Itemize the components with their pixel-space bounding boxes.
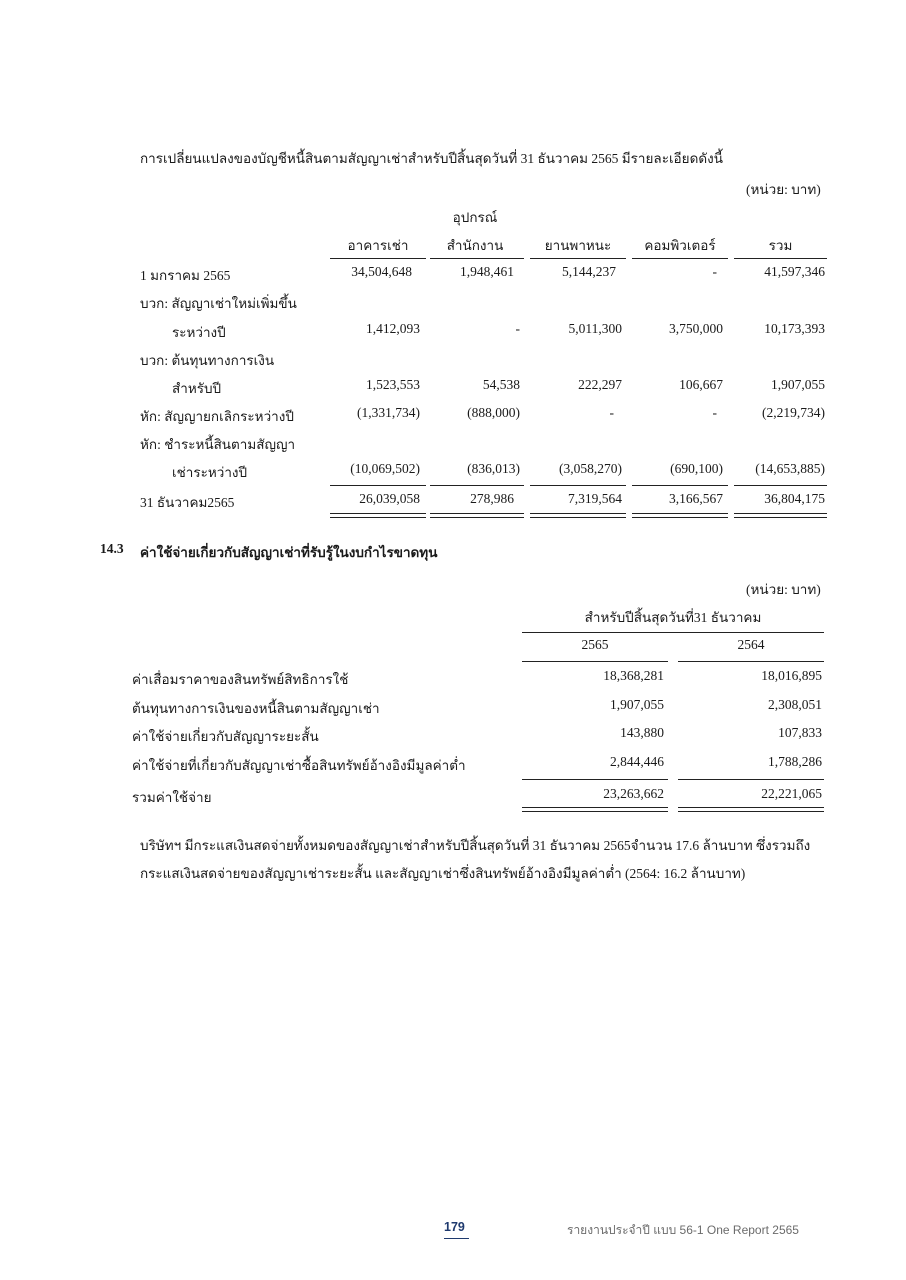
cell: 41,597,346 bbox=[764, 264, 825, 279]
total-rule bbox=[678, 779, 824, 780]
header-rule bbox=[734, 258, 827, 259]
header-rule bbox=[522, 661, 668, 662]
double-underline bbox=[330, 513, 426, 518]
total-rule bbox=[430, 485, 524, 486]
row-label: บวก: ต้นทุนทางการเงิน bbox=[140, 353, 275, 368]
cell: 1,523,553 bbox=[366, 377, 420, 392]
row-label: ระหว่างปี bbox=[172, 325, 226, 340]
double-underline bbox=[632, 513, 728, 518]
unit-label: (หน่วย: บาท) bbox=[746, 582, 821, 597]
cell: 54,538 bbox=[482, 377, 520, 392]
cell: 3,166,567 bbox=[669, 491, 723, 506]
section-title: ค่าใช้จ่ายเกี่ยวกับสัญญาเช่าที่รับรู้ในงบกำไรขาดทุน bbox=[140, 545, 438, 560]
row-label: บวก: สัญญาเช่าใหม่เพิ่มขึ้น bbox=[140, 296, 297, 311]
total-rule bbox=[530, 485, 626, 486]
cell: (1,331,734) bbox=[357, 405, 420, 420]
year-header: 2564 bbox=[737, 637, 765, 652]
cell: (10,069,502) bbox=[350, 461, 420, 476]
header-rule bbox=[530, 258, 626, 259]
row-label: ค่าเสื่อมราคาของสินทรัพย์สิทธิการใช้ bbox=[132, 672, 349, 687]
cell: (3,058,270) bbox=[559, 461, 622, 476]
cell: 143,880 bbox=[620, 725, 664, 740]
cell: 7,319,564 bbox=[568, 491, 622, 506]
cell: 278,986 bbox=[470, 491, 514, 506]
header-rule bbox=[678, 661, 824, 662]
cell: 1,948,461 bbox=[460, 264, 514, 279]
column-header: รวม bbox=[768, 238, 793, 253]
double-underline bbox=[522, 807, 668, 812]
cell: 3,750,000 bbox=[669, 321, 723, 336]
note-line: บริษัทฯ มีกระแสเงินสดจ่ายทั้งหมดของสัญญาเช่าสำหรับปีสิ้นสุดวันที่ 31 ธันวาคม 2565จำนวน 17.6 ล้านบาท ซึ่งรวมถึง bbox=[140, 838, 811, 853]
row-label: รวมค่าใช้จ่าย bbox=[132, 790, 212, 805]
total-rule bbox=[522, 779, 668, 780]
column-header: อาคารเช่า bbox=[347, 238, 409, 253]
cell: 107,833 bbox=[778, 725, 822, 740]
header-rule bbox=[632, 258, 728, 259]
double-underline bbox=[678, 807, 824, 812]
column-header: คอมพิวเตอร์ bbox=[644, 238, 716, 253]
cell: 2,844,446 bbox=[610, 754, 664, 769]
header-rule bbox=[430, 258, 524, 259]
cell: 5,011,300 bbox=[568, 321, 622, 336]
cell: 106,667 bbox=[679, 377, 723, 392]
page-number-underline bbox=[444, 1238, 469, 1239]
header-rule bbox=[330, 258, 426, 259]
cell: - bbox=[712, 264, 717, 279]
report-title: รายงานประจำปี แบบ 56-1 One Report 2565 bbox=[567, 1223, 799, 1237]
row-label: หัก: ชำระหนี้สินตามสัญญา bbox=[140, 437, 296, 452]
cell: 5,144,237 bbox=[562, 264, 616, 279]
cell: - bbox=[712, 405, 717, 420]
double-underline bbox=[530, 513, 626, 518]
cell: - bbox=[609, 405, 614, 420]
cell: 18,016,895 bbox=[761, 668, 822, 683]
cell: 23,263,662 bbox=[603, 786, 664, 801]
cell: 22,221,065 bbox=[761, 786, 822, 801]
period-header: สำหรับปีสิ้นสุดวันที่31 ธันวาคม bbox=[584, 610, 762, 625]
total-rule bbox=[632, 485, 728, 486]
row-label: ค่าใช้จ่ายที่เกี่ยวกับสัญญาเช่าซื้อสินทรัพย์อ้างอิงมีมูลค่าต่ำ bbox=[132, 758, 466, 773]
cell: 222,297 bbox=[578, 377, 622, 392]
total-rule bbox=[330, 485, 426, 486]
cell: (14,653,885) bbox=[755, 461, 825, 476]
row-label: 1 มกราคม 2565 bbox=[140, 268, 231, 283]
cell: 2,308,051 bbox=[768, 697, 822, 712]
cell: (888,000) bbox=[467, 405, 520, 420]
cell: 10,173,393 bbox=[764, 321, 825, 336]
cell: 1,907,055 bbox=[610, 697, 664, 712]
cell: 1,788,286 bbox=[768, 754, 822, 769]
total-rule bbox=[734, 485, 827, 486]
row-label: สำหรับปี bbox=[172, 381, 222, 396]
cell: 26,039,058 bbox=[359, 491, 420, 506]
intro-text: การเปลี่ยนแปลงของบัญชีหนี้สินตามสัญญาเช่าสำหรับปีสิ้นสุดวันที่ 31 ธันวาคม 2565 มีรายละเอียดดังนี้ bbox=[140, 151, 723, 166]
double-underline bbox=[430, 513, 524, 518]
row-label: 31 ธันวาคม2565 bbox=[140, 495, 235, 510]
year-header: 2565 bbox=[581, 637, 609, 652]
note-line: กระแสเงินสดจ่ายของสัญญาเช่าระยะสั้น และสัญญาเช่าซึ่งสินทรัพย์อ้างอิงมีมูลค่าต่ำ (2564: 16.2 ล้านบาท) bbox=[140, 866, 746, 881]
cell: (690,100) bbox=[670, 461, 723, 476]
column-header: ยานพาหนะ bbox=[544, 238, 612, 253]
cell: (836,013) bbox=[467, 461, 520, 476]
row-label: ต้นทุนทางการเงินของหนี้สินตามสัญญาเช่า bbox=[132, 701, 380, 716]
cell: 34,504,648 bbox=[351, 264, 412, 279]
cell: 36,804,175 bbox=[764, 491, 825, 506]
row-label: เช่าระหว่างปี bbox=[172, 465, 248, 480]
column-header-top: อุปกรณ์ bbox=[452, 210, 498, 225]
unit-label: (หน่วย: บาท) bbox=[746, 182, 821, 197]
cell: - bbox=[515, 321, 520, 336]
cell: 1,412,093 bbox=[366, 321, 420, 336]
row-label: ค่าใช้จ่ายเกี่ยวกับสัญญาระยะสั้น bbox=[132, 729, 319, 744]
header-rule bbox=[522, 632, 824, 633]
cell: 1,907,055 bbox=[771, 377, 825, 392]
section-number: 14.3 bbox=[100, 541, 124, 556]
column-header: สำนักงาน bbox=[446, 238, 504, 253]
row-label: หัก: สัญญายกเลิกระหว่างปี bbox=[140, 409, 294, 424]
cell: (2,219,734) bbox=[762, 405, 825, 420]
page-number: 179 bbox=[444, 1220, 465, 1234]
cell: 18,368,281 bbox=[603, 668, 664, 683]
double-underline bbox=[734, 513, 827, 518]
